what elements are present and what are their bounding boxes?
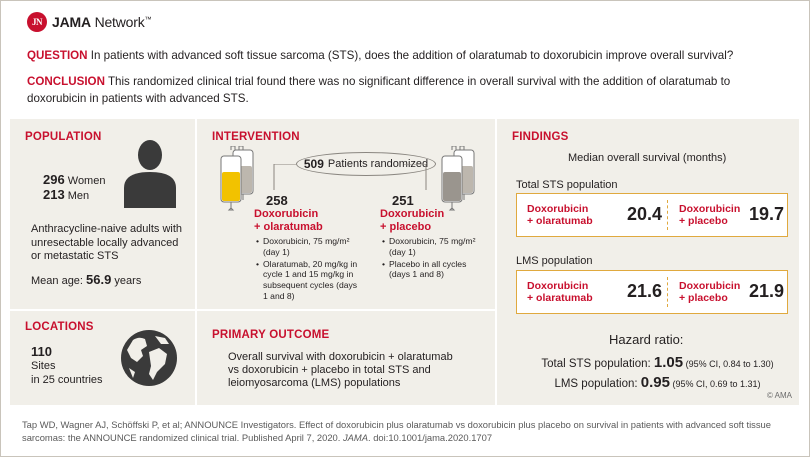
arm1-median-os: 21.6 [627,281,663,301]
question [27,48,787,65]
question-text: In patients with advanced soft tissue sarcoma (STS), does the addition of olaratumab to doxorubicin improve overall survival? [87,49,734,62]
locations-title: LOCATIONS [25,321,94,333]
arm2-median-os: 19.7 [749,204,785,224]
conclusion-text: This randomized clinical trial found there was no significant difference in overall survival with the addition of olaratumab to doxorubicin in patients with advanced STS. [27,75,731,105]
arm2-name: Doxorubicin + placebo [380,208,445,233]
logo-text: JAMA Network™ [52,14,152,30]
arm2-bullet: • Doxorubicin, 75 mg/m² (day 1) [382,236,486,258]
arm2-median-os: 21.9 [749,281,785,301]
randomization-connectors [270,164,430,194]
hr-total-sts: Total STS population: 1.05 (95% CI, 0.84 to 1.30) [541,354,774,371]
lms-label: LMS population [516,255,593,267]
mean-age: Mean age: 56.9 years [31,272,142,287]
arm2-label: Doxorubicin + placebo [679,280,741,304]
intervention-title: INTERVENTION [212,131,300,143]
question-keyword: QUESTION [27,49,88,62]
arm2-count: 251 [392,193,414,208]
arm1-bullet: • Doxorubicin, 75 mg/m² (day 1) [256,236,358,258]
women-count: 296 Women [43,172,106,187]
primary-outcome-title: PRIMARY OUTCOME [212,329,330,341]
men-count: 213 Men [43,187,90,202]
arm1-count: 258 [266,193,288,208]
arm1-median-os: 20.4 [627,204,663,224]
jama-network-logo [27,12,151,32]
divider [667,277,668,307]
sites-count: 110 [31,344,52,359]
countries-label: in 25 countries [31,374,103,386]
findings-subtitle: Median overall survival (months) [568,152,727,164]
total-sts-box [516,193,788,237]
arm1-label: Doxorubicin + olaratumab [527,280,593,304]
globe-icon [119,328,179,388]
arm2-bullet: • Placebo in all cycles (days 1 and 8) [382,259,486,281]
conclusion-keyword: CONCLUSION [27,75,105,88]
population-description: Anthracycline-naive adults with unresectable locally advanced or metastatic STS [31,223,183,262]
iv-bag-placebo-icon [438,146,478,214]
hr-lms: LMS population: 0.95 (95% CI, 0.69 to 1.31) [554,374,761,391]
sites-label: Sites [31,360,56,372]
jn-logo-icon: JN [27,12,47,32]
divider [667,200,668,230]
findings-title: FINDINGS [512,131,569,143]
hazard-ratio-title: Hazard ratio: [609,332,684,347]
randomized-count: 509 [303,157,324,171]
arm1-label: Doxorubicin + olaratumab [527,203,593,227]
citation: Tap WD, Wagner AJ, Schöffski P, et al; ANNOUNCE Investigators. Effect of doxorubicin plus olaratumab vs doxorubicin plus placebo on survival in patients with advanced soft tissue sarcomas: the ANNOUNCE randomized clinical trial. Published April 7, 2020. JAMA. doi:10.1001/jama.2020.1707 [22,419,771,443]
randomized-label: Patients randomized [327,158,429,170]
arm1-name: Doxorubicin + olaratumab [254,208,323,233]
population-title: POPULATION [25,131,102,143]
conclusion [27,74,787,107]
arm2-label: Doxorubicin + placebo [679,203,741,227]
lms-box [516,270,788,314]
person-icon [118,136,182,208]
iv-bag-olaratumab-icon [217,146,257,214]
arm1-bullet: • Olaratumab, 20 mg/kg in cycle 1 and 15 mg/kg in subsequent cycles (days 1 and 8) [256,259,358,302]
arm1-bullets [256,236,358,303]
arm2-bullets [382,236,486,281]
copyright: © AMA [766,391,792,400]
primary-outcome-text: Overall survival with doxorubicin + olaratumab vs doxorubicin + placebo in total STS and leiomyosarcoma (LMS) populations [228,351,453,389]
total-sts-label: Total STS population [516,179,618,191]
